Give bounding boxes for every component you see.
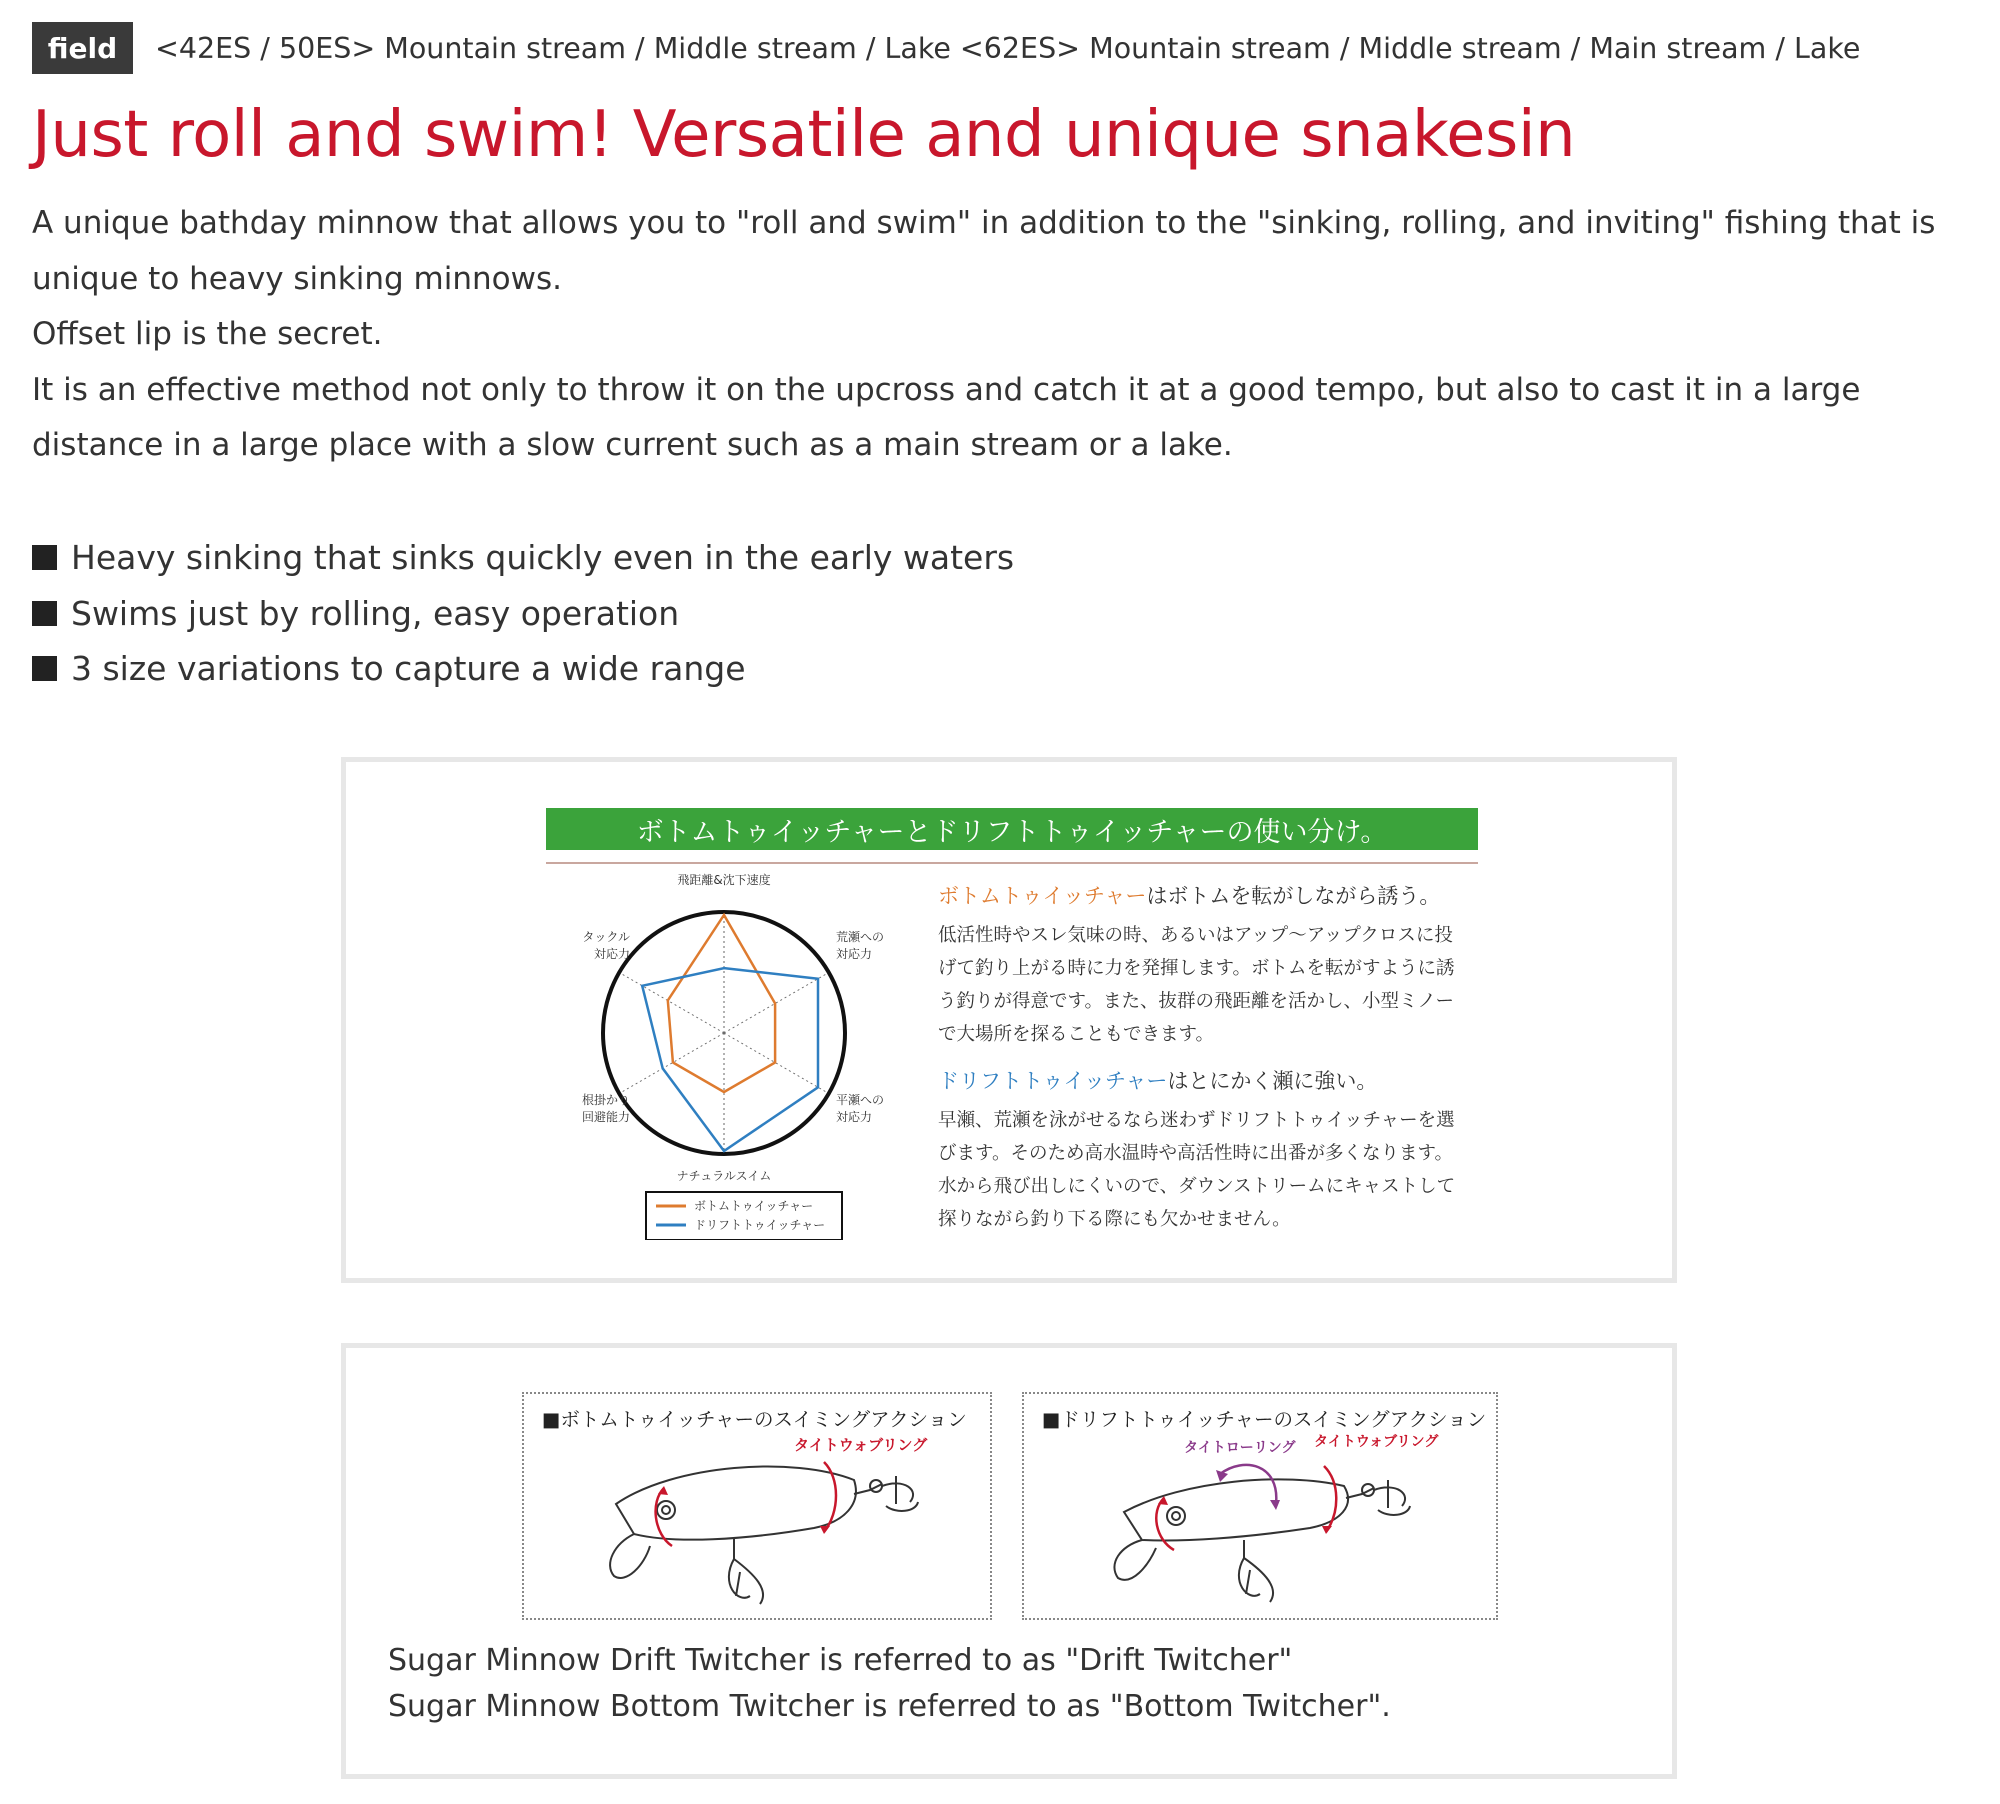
radar-axis-label: 対応力: [836, 1110, 873, 1124]
drift-twitcher-body: 早瀬、荒瀬を泳がせるなら迷わずドリフトトゥイッチャーを選びます。そのため高水温時や高活性時に出番が多くなります。水から飛び出しにくいので、ダウンストリームにキャストして探りながら釣り下る際にも欠かせません。: [938, 1110, 1456, 1230]
feature-list: [32, 530, 1014, 697]
comparison-figure: [341, 757, 1677, 1283]
radar-axis-line: [622, 974, 724, 1033]
wobbling-label: タイトウォブリング: [794, 1436, 928, 1454]
radar-legend: [646, 1192, 842, 1240]
radar-series-drift: [642, 968, 818, 1151]
bottom-twitcher-heading: [938, 880, 1458, 913]
product-description: [32, 196, 1992, 474]
radar-series-bottom: [668, 915, 775, 1092]
bottom-twitcher-name: ボトムトゥイッチャー: [938, 884, 1147, 908]
comparison-description: [938, 880, 1458, 1236]
feature-item: [32, 641, 1014, 697]
radar-axis-label: 平瀬への: [836, 1093, 885, 1107]
radar-axis-label: 対応力: [593, 947, 630, 961]
rolling-arrow-icon: [1220, 1465, 1276, 1504]
legend-label-bottom: ボトムトゥイッチャー: [694, 1199, 814, 1213]
caption-line: Sugar Minnow Bottom Twitcher is referred to as "Bottom Twitcher".: [388, 1689, 1391, 1724]
description-paragraph: A unique bathday minnow that allows you to "roll and swim" in addition to the "sinking, rolling, and inviting" fishing that is unique to heavy sinking minnows.: [32, 205, 1936, 297]
feature-item: [32, 586, 1014, 642]
bullet-square-icon: [32, 656, 57, 681]
drift-twitcher-name: ドリフトトゥイッチャー: [938, 1069, 1168, 1093]
product-headline: Just roll and swim! Versatile and unique snakesin: [32, 98, 1576, 172]
caption-line: Sugar Minnow Drift Twitcher is referred to as "Drift Twitcher": [388, 1643, 1293, 1678]
feature-item: [32, 530, 1014, 586]
lure-illustration: [1024, 1394, 1496, 1618]
feature-text: Heavy sinking that sinks quickly even in the early waters: [71, 538, 1015, 577]
bullet-square-icon: [32, 545, 57, 570]
feature-text: 3 size variations to capture a wide range: [71, 649, 746, 688]
divider: [546, 862, 1478, 864]
field-text: <42ES / 50ES> Mountain stream / Middle stream / Lake <62ES> Mountain stream / Middle stream / Main stream / Lake: [155, 31, 1861, 65]
radar-axis-label: 荒瀬への: [836, 930, 885, 944]
panel-title: ■ボトムトゥイッチャーのスイミングアクション: [542, 1408, 967, 1431]
rolling-label: タイトローリング: [1184, 1440, 1296, 1456]
radar-axis-label: 飛距離&沈下速度: [677, 873, 771, 887]
bottom-twitcher-body: 低活性時やスレ気味の時、あるいはアップ〜アップクロスに投げて釣り上がる時に力を発揮します。ボトムを転がすように誘う釣りが得意です。また、抜群の飛距離を活かし、小型ミノーで大場所を探ることもできます。: [938, 925, 1455, 1045]
bullet-square-icon: [32, 601, 57, 626]
bottom-twitcher-panel: [522, 1392, 992, 1620]
feature-text: Swims just by rolling, easy operation: [71, 593, 680, 633]
field-row: [32, 20, 1860, 76]
radar-axis-label: 対応力: [836, 947, 873, 961]
swimming-action-figure: [341, 1343, 1677, 1779]
comparison-banner: ボトムトゥイッチャーとドリフトトゥイッチャーの使い分け。: [546, 808, 1478, 850]
description-paragraph: It is an effective method not only to throw it on the upcross and catch it at a good tempo, but also to cast it in a large distance in a large place with a slow current such as a main stream or a lake.: [32, 371, 1861, 463]
drift-twitcher-heading: [938, 1065, 1458, 1098]
radar-axis-label: 回避能力: [581, 1110, 630, 1124]
lure-illustration: [524, 1394, 990, 1618]
wobbling-label: タイトウォブリング: [1314, 1434, 1439, 1450]
bottom-twitcher-tagline: はボトムを転がしながら誘う。: [1146, 884, 1441, 908]
panel-title: ■ドリフトトゥイッチャーのスイミングアクション: [1042, 1408, 1487, 1431]
drift-twitcher-tagline: はとにかく瀬に強い。: [1167, 1069, 1378, 1093]
radar-axis-label: 根掛かり: [581, 1093, 630, 1107]
description-paragraph: Offset lip is the secret.: [32, 316, 383, 352]
legend-label-drift: ドリフトトゥイッチャー: [694, 1218, 826, 1232]
swimming-caption: [388, 1638, 1391, 1730]
drift-twitcher-panel: [1022, 1392, 1498, 1620]
radar-axis-label: タックル: [582, 930, 630, 944]
radar-axis-label: ナチュラルスイム: [676, 1169, 772, 1183]
field-badge: field: [32, 22, 133, 74]
radar-chart: [546, 870, 906, 1240]
